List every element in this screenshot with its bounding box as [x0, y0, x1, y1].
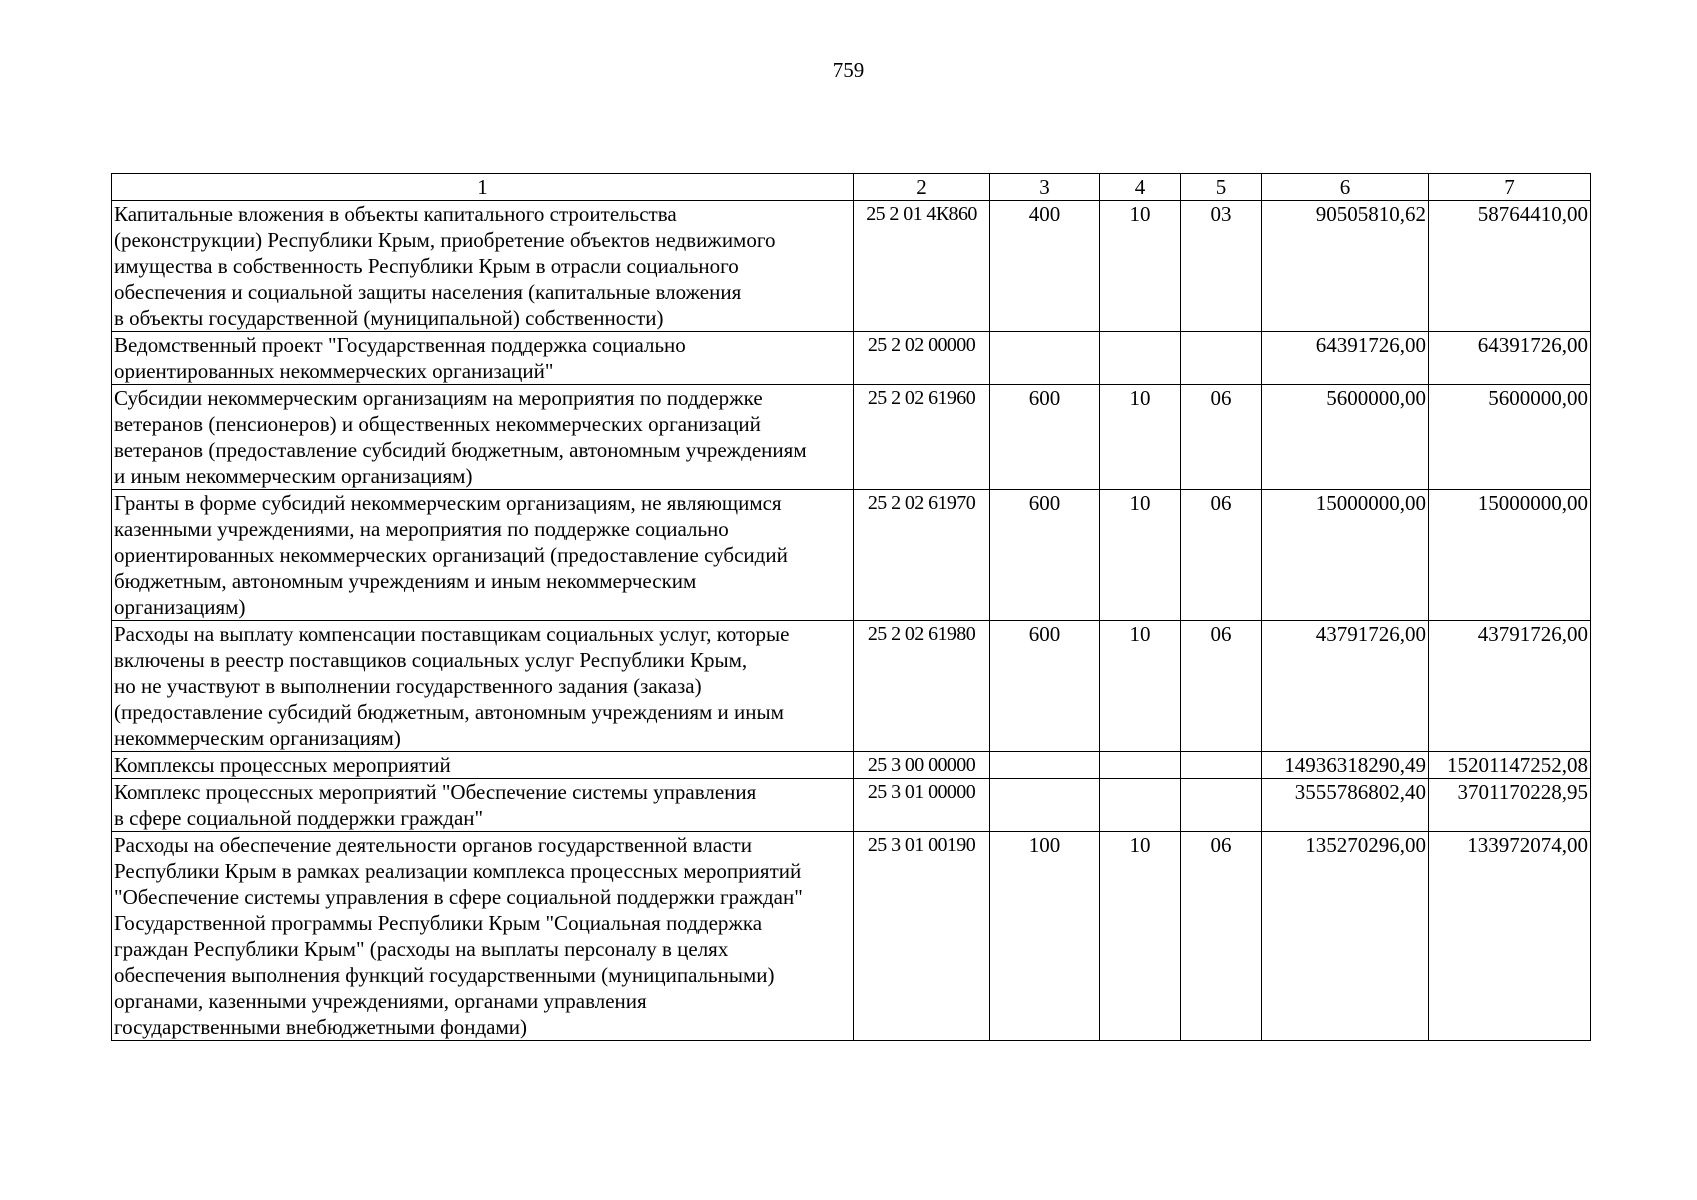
section-code: 10 — [1100, 385, 1181, 490]
expense-type — [990, 332, 1100, 385]
amount-col6: 3555786802,40 — [1262, 779, 1429, 832]
target-code: 25 3 01 00000 — [854, 779, 990, 832]
page-number: 759 — [832, 58, 865, 82]
subsection-code — [1181, 332, 1262, 385]
expense-name: Комплексы процессных мероприятий — [112, 752, 854, 779]
section-code: 10 — [1100, 490, 1181, 621]
expense-name: Ведомственный проект "Государственная поддержка социально ориентированных некоммерческих организаций" — [112, 332, 854, 385]
amount-col7: 43791726,00 — [1429, 621, 1591, 752]
expense-name: Гранты в форме субсидий некоммерческим организациям, не являющимся казенными учреждениями, на мероприятия по поддержке социально ориентированных некоммерческих организаций (предоставление субсидий бюджетным, автономным учреждениям и иным некоммерческим организациям) — [112, 490, 854, 621]
subsection-code: 03 — [1181, 201, 1262, 332]
amount-col6: 64391726,00 — [1262, 332, 1429, 385]
expense-type: 600 — [990, 385, 1100, 490]
expense-type: 600 — [990, 490, 1100, 621]
amount-col6: 43791726,00 — [1262, 621, 1429, 752]
column-header: 2 — [854, 174, 990, 201]
section-code: 10 — [1100, 201, 1181, 332]
expense-name: Комплекс процессных мероприятий "Обеспечение системы управления в сфере социальной поддержки граждан" — [112, 779, 854, 832]
budget-table — [111, 173, 1591, 1041]
subsection-code: 06 — [1181, 832, 1262, 1041]
column-header: 3 — [990, 174, 1100, 201]
expense-name: Субсидии некоммерческим организациям на мероприятия по поддержке ветеранов (пенсионеров) и общественных некоммерческих организаций ветеранов (предоставление субсидий бюджетным, автономным учреждениям и иным некоммерческим организациям) — [112, 385, 854, 490]
target-code: 25 2 02 61960 — [854, 385, 990, 490]
subsection-code: 06 — [1181, 621, 1262, 752]
table-row — [112, 832, 1591, 1041]
section-code — [1100, 779, 1181, 832]
amount-col6: 135270296,00 — [1262, 832, 1429, 1041]
column-header: 1 — [112, 174, 854, 201]
target-code: 25 2 02 00000 — [854, 332, 990, 385]
table-row — [112, 385, 1591, 490]
amount-col6: 15000000,00 — [1262, 490, 1429, 621]
section-code — [1100, 752, 1181, 779]
amount-col6: 90505810,62 — [1262, 201, 1429, 332]
expense-type: 100 — [990, 832, 1100, 1041]
section-code — [1100, 332, 1181, 385]
subsection-code — [1181, 752, 1262, 779]
table-row — [112, 621, 1591, 752]
subsection-code — [1181, 779, 1262, 832]
column-header: 7 — [1429, 174, 1591, 201]
table-row — [112, 201, 1591, 332]
section-code: 10 — [1100, 621, 1181, 752]
amount-col7: 64391726,00 — [1429, 332, 1591, 385]
expense-type: 400 — [990, 201, 1100, 332]
table-row — [112, 332, 1591, 385]
table-row — [112, 752, 1591, 779]
table-row — [112, 779, 1591, 832]
column-header: 5 — [1181, 174, 1262, 201]
header-row — [112, 174, 1591, 201]
amount-col7: 5600000,00 — [1429, 385, 1591, 490]
expense-name: Расходы на обеспечение деятельности органов государственной власти Республики Крым в рамках реализации комплекса процессных мероприятий "Обеспечение системы управления в сфере социальной поддержки граждан" Государственной программы Республики Крым "Социальная поддержка граждан Республики Крым" (расходы на выплаты персоналу в целях обеспечения выполнения функций государственными (муниципальными) органами, казенными учреждениями, органами управления государственными внебюджетными фондами) — [112, 832, 854, 1041]
expense-name: Капитальные вложения в объекты капитального строительства (реконструкции) Республики Крым, приобретение объектов недвижимого имущества в собственность Республики Крым в отрасли социального обеспечения и социальной защиты населения (капитальные вложения в объекты государственной (муниципальной) собственности) — [112, 201, 854, 332]
column-header: 4 — [1100, 174, 1181, 201]
target-code: 25 3 01 00190 — [854, 832, 990, 1041]
amount-col6: 14936318290,49 — [1262, 752, 1429, 779]
expense-name: Расходы на выплату компенсации поставщикам социальных услуг, которые включены в реестр поставщиков социальных услуг Республики Крым, но не участвуют в выполнении государственного задания (заказа) (предоставление субсидий бюджетным, автономным учреждениям и иным некоммерческим организациям) — [112, 621, 854, 752]
expense-type — [990, 752, 1100, 779]
target-code: 25 2 02 61980 — [854, 621, 990, 752]
amount-col7: 15000000,00 — [1429, 490, 1591, 621]
expense-type: 600 — [990, 621, 1100, 752]
target-code: 25 2 01 4К860 — [854, 201, 990, 332]
subsection-code: 06 — [1181, 490, 1262, 621]
table-row — [112, 490, 1591, 621]
amount-col7: 15201147252,08 — [1429, 752, 1591, 779]
target-code: 25 2 02 61970 — [854, 490, 990, 621]
section-code: 10 — [1100, 832, 1181, 1041]
amount-col7: 58764410,00 — [1429, 201, 1591, 332]
amount-col7: 3701170228,95 — [1429, 779, 1591, 832]
target-code: 25 3 00 00000 — [854, 752, 990, 779]
expense-type — [990, 779, 1100, 832]
column-header: 6 — [1262, 174, 1429, 201]
subsection-code: 06 — [1181, 385, 1262, 490]
amount-col6: 5600000,00 — [1262, 385, 1429, 490]
amount-col7: 133972074,00 — [1429, 832, 1591, 1041]
